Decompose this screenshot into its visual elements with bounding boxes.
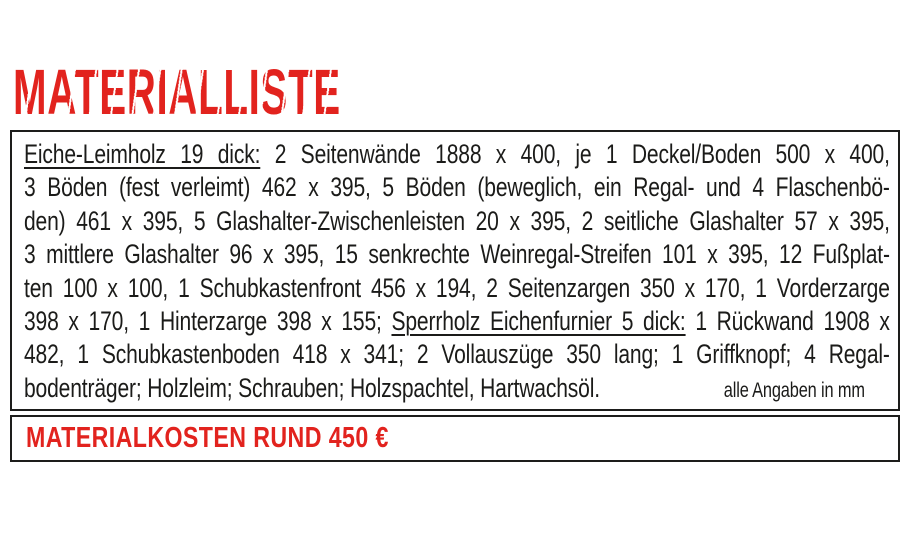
material-text: 398 x 170, 1 Hinterzarge 398 x 155; [24,306,392,337]
material-line [24,272,890,305]
material-list-text [24,138,890,407]
material-text: 3 mittlere Glashalter 96 x 395, 15 senkrechte Weinregal-Streifen 101 x 395, 12 Fußplat- [24,239,890,270]
material-list-box [10,130,900,411]
material-text: 1 Rückwand 1908 x [685,306,890,337]
material-line [24,238,890,271]
material-line [24,305,890,338]
material-cost-label: MATERIALKOSTEN RUND 450 € [26,422,389,454]
material-text: bodenträger; Holzleim; Schrauben; Holzspachtel, Hartwachsöl. [24,372,600,403]
material-text: 2 Seitenwände 1888 x 400, je 1 Deckel/Boden 500 x 400, [260,139,890,169]
material-line [24,372,890,407]
material-group-heading-eiche-leimholz: Eiche-Leimholz 19 dick: [24,139,261,169]
material-line [24,205,890,238]
material-text: ten 100 x 100, 1 Schubkastenfront 456 x 194, 2 Seitenzargen 350 x 170, 1 Vorderzarge [24,272,890,303]
page-title: MATERIALLISTE [13,56,341,128]
material-line [24,338,890,371]
material-cost-box [10,415,900,462]
material-line [24,171,890,204]
units-note: alle Angaben in mm [723,378,865,402]
material-line [24,138,890,171]
material-text: 482, 1 Schubkastenboden 418 x 341; 2 Vollauszüge 350 lang; 1 Griffknopf; 4 Regal- [24,339,890,370]
material-group-heading-sperrholz: Sperrholz Eichenfurnier 5 dick: [391,306,686,337]
material-text: 3 Böden (fest verleimt) 462 x 395, 5 Böden (beweglich, ein Regal- und 4 Flaschenbö- [24,172,890,203]
material-text: den) 461 x 395, 5 Glashalter-Zwischenleisten 20 x 395, 2 seitliche Glashalter 57 x 395, [24,205,890,236]
